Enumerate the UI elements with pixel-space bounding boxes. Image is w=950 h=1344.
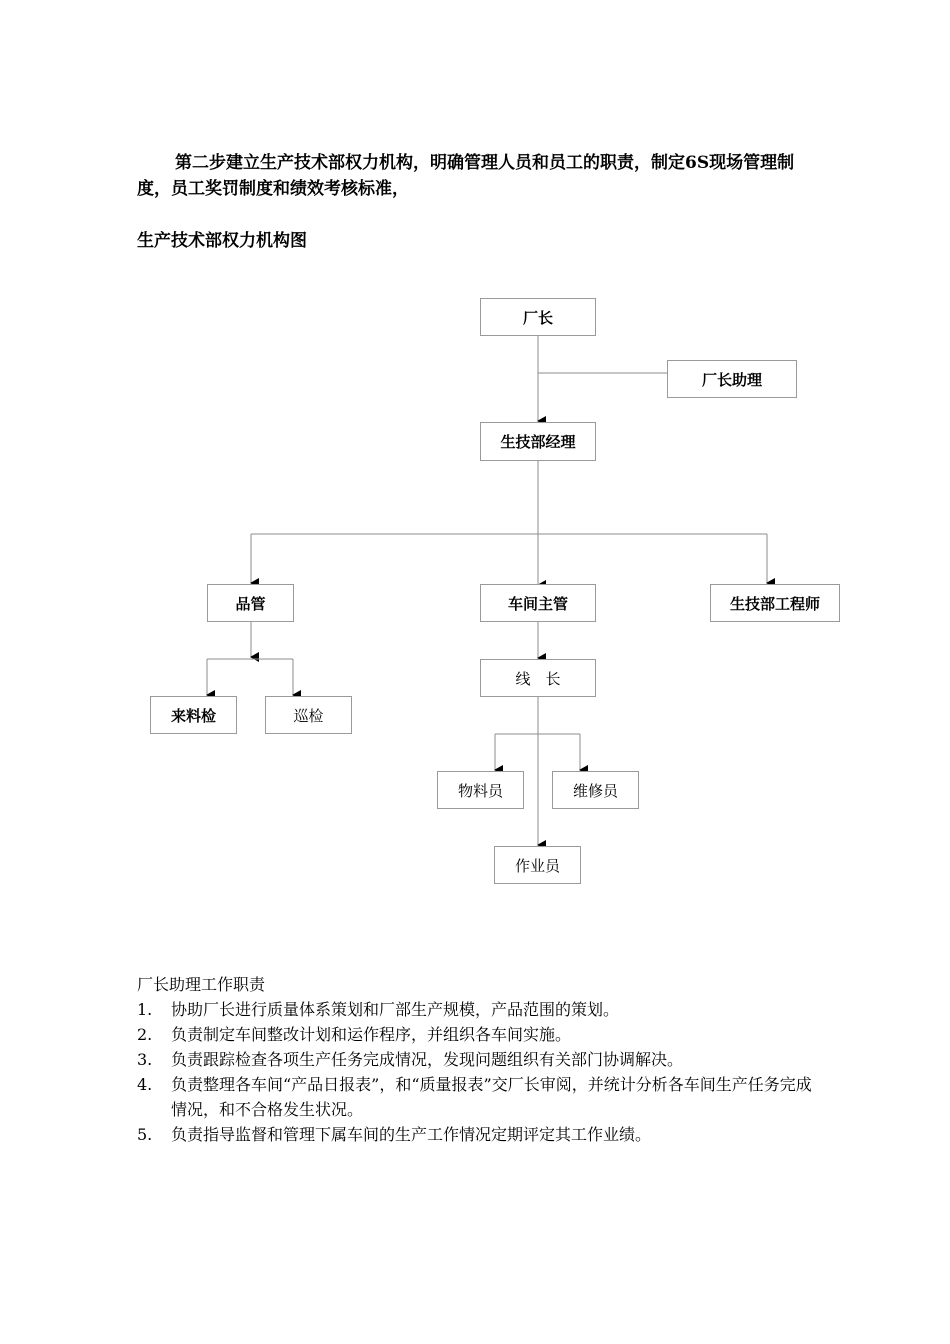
node-patrol-inspection: 巡检 — [265, 696, 352, 734]
chart-title: 生产技术部权力机构图 — [137, 231, 307, 251]
node-engineer: 生技部工程师 — [710, 584, 840, 622]
list-item — [137, 1022, 817, 1047]
list-item-text: 负责制定车间整改计划和运作程序，并组织各车间实施。 — [171, 1025, 572, 1044]
list-item — [137, 1122, 817, 1147]
node-workshop-supervisor: 车间主管 — [480, 584, 596, 622]
node-factory-director: 厂长 — [480, 298, 596, 336]
list-item — [137, 1047, 817, 1072]
list-item — [137, 997, 817, 1022]
list-item — [137, 1072, 817, 1122]
list-item-number: 1. — [137, 1000, 153, 1019]
node-maintenance: 维修员 — [552, 771, 639, 809]
node-incoming-inspection: 来料检 — [150, 696, 237, 734]
list-item-number: 2. — [137, 1025, 153, 1044]
duties-section — [137, 972, 817, 1147]
list-item-number: 3. — [137, 1050, 153, 1069]
node-line-leader: 线 长 — [480, 659, 596, 697]
node-tech-manager: 生技部经理 — [480, 422, 596, 461]
duties-title: 厂长助理工作职责 — [137, 975, 266, 994]
list-item-number: 4. — [137, 1075, 153, 1094]
intro-paragraph: 第二步建立生产技术部权力机构，明确管理人员和员工的职责，制定6S现场管理制度，员工奖罚制度和绩效考核标准， — [137, 153, 795, 199]
list-item-text: 负责指导监督和管理下属车间的生产工作情况定期评定其工作业绩。 — [171, 1125, 652, 1144]
list-item-text: 负责跟踪检查各项生产任务完成情况，发现问题组织有关部门协调解决。 — [171, 1050, 684, 1069]
node-operator: 作业员 — [494, 846, 581, 884]
node-quality: 品管 — [207, 584, 294, 622]
list-item-text: 协助厂长进行质量体系策划和厂部生产规模，产品范围的策划。 — [171, 1000, 620, 1019]
node-director-assistant: 厂长助理 — [667, 360, 797, 398]
duties-list — [137, 997, 817, 1147]
list-item-number: 5. — [137, 1125, 153, 1144]
node-material-clerk: 物料员 — [437, 771, 524, 809]
list-item-text: 负责整理各车间“产品日报表”，和“质量报表”交厂长审阅，并统计分析各车间生产任务完成情况，和不合格发生状况。 — [171, 1075, 812, 1119]
